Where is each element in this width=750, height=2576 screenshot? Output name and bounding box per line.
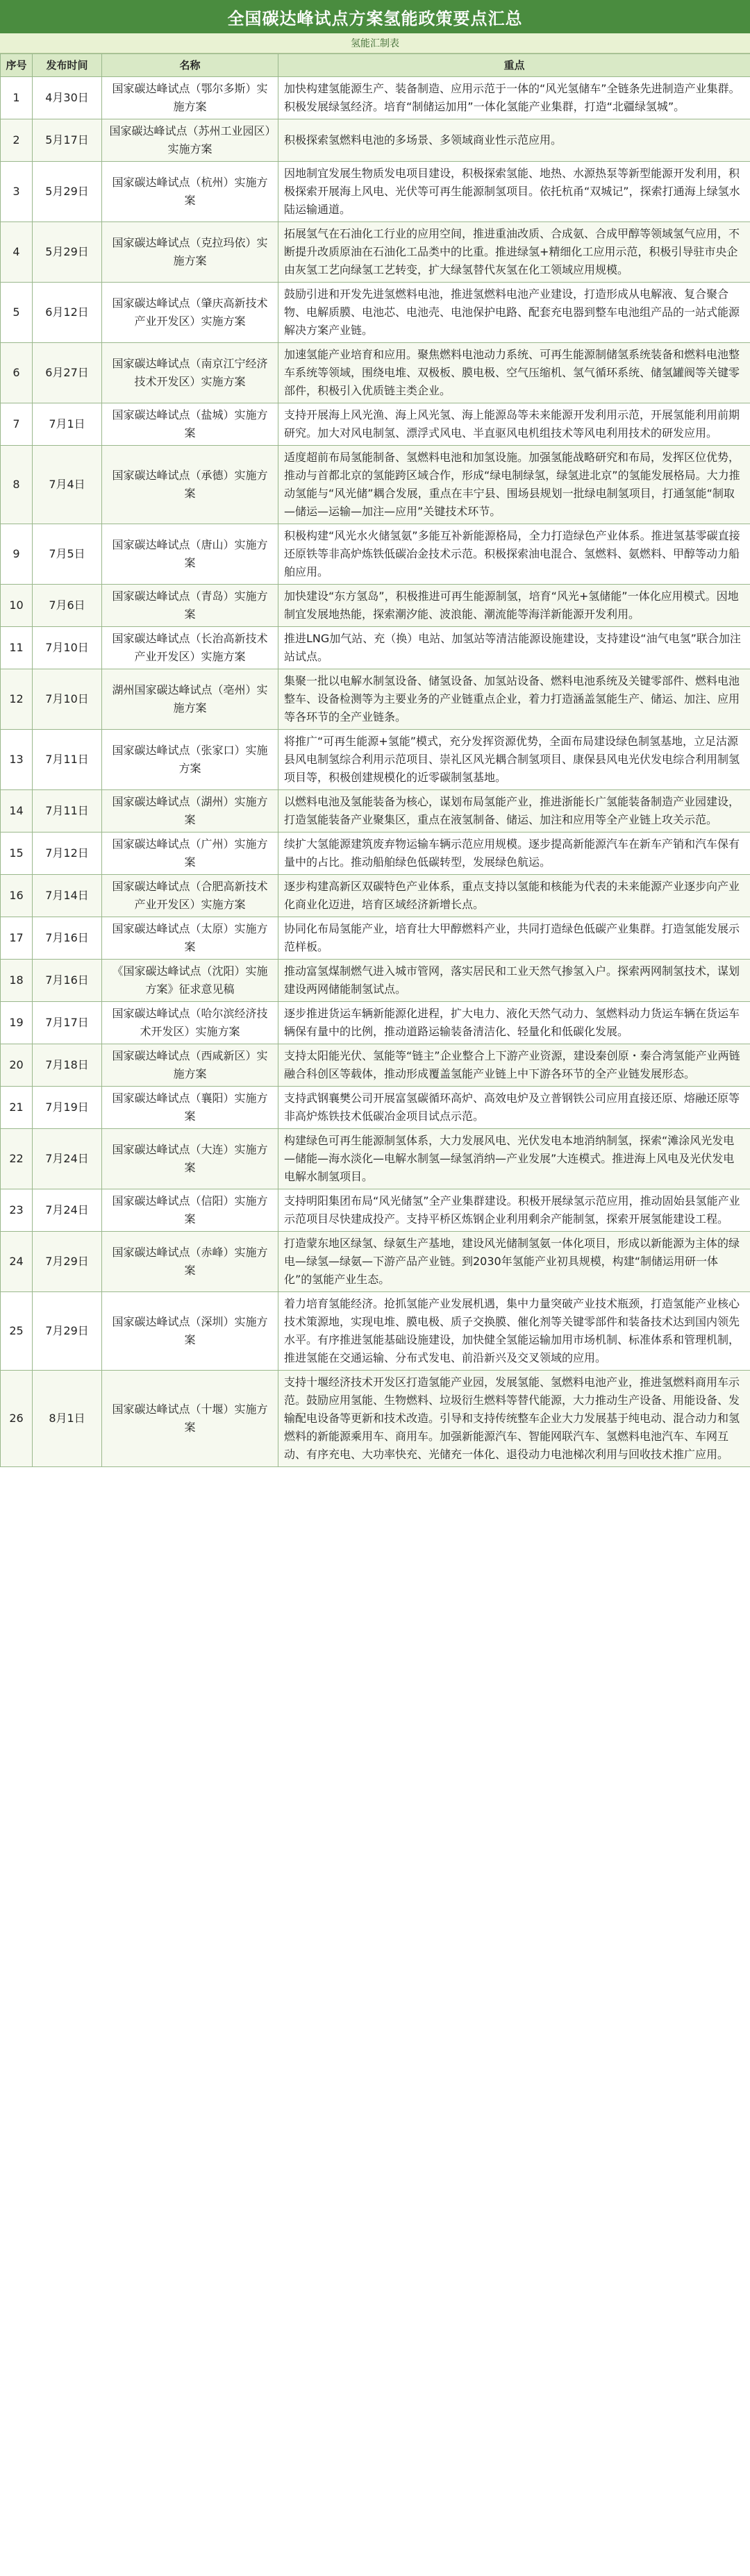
header-date: 发布时间 <box>33 54 102 77</box>
table-row <box>1 1129 750 1189</box>
cell-name: 国家碳达峰试点（西咸新区）实施方案 <box>102 1044 278 1087</box>
cell-index: 12 <box>1 669 33 730</box>
cell-key-points: 支持武钢襄樊公司开展富氢碳循环高炉、高效电炉及立普钢铁公司应用直接还原、熔融还原等非高炉炼铁技术低碳冶金项目试点示范。 <box>278 1087 750 1129</box>
cell-index: 23 <box>1 1189 33 1232</box>
cell-name: 国家碳达峰试点（杭州）实施方案 <box>102 162 278 222</box>
cell-date: 8月1日 <box>33 1371 102 1467</box>
cell-name: 国家碳达峰试点（南京江宁经济技术开发区）实施方案 <box>102 343 278 403</box>
table-row <box>1 917 750 960</box>
cell-name: 国家碳达峰试点（深圳）实施方案 <box>102 1292 278 1371</box>
cell-index: 22 <box>1 1129 33 1189</box>
table-row <box>1 790 750 833</box>
header-index: 序号 <box>1 54 33 77</box>
cell-date: 7月29日 <box>33 1232 102 1292</box>
cell-name: 国家碳达峰试点（克拉玛依）实施方案 <box>102 222 278 283</box>
cell-name: 国家碳达峰试点（十堰）实施方案 <box>102 1371 278 1467</box>
cell-index: 7 <box>1 403 33 446</box>
cell-name: 国家碳达峰试点（苏州工业园区）实施方案 <box>102 119 278 162</box>
cell-index: 8 <box>1 446 33 524</box>
cell-date: 7月11日 <box>33 730 102 790</box>
cell-key-points: 打造蒙东地区绿氢、绿氨生产基地，建设风光储制氢氨一体化项目，形成以新能源为主体的绿电—绿氢—绿氨—下游产品产业链。到2030年氢能产业初具规模，构建“制储运用研一体化”的氢能产业生态。 <box>278 1232 750 1292</box>
header-key-points: 重点 <box>278 54 750 77</box>
cell-date: 7月12日 <box>33 833 102 875</box>
cell-key-points: 支持明阳集团布局“风光储氢”全产业集群建设。积极开展绿氢示范应用，推动固始县氢能产业示范项目尽快建成投产。支持平桥区炼钢企业利用剩余产能制氢，探索开展氢能建设工程。 <box>278 1189 750 1232</box>
cell-date: 5月17日 <box>33 119 102 162</box>
cell-index: 10 <box>1 585 33 627</box>
cell-key-points: 着力培育氢能经济。抢抓氢能产业发展机遇，集中力量突破产业技术瓶颈，打造氢能产业核心技术策源地，实现电堆、膜电极、质子交换膜、催化剂等关键零部件和装备技术达到国内领先水平。有序推进氢能基础设施建设，加快健全氢能运输加用市场机制、标准体系和管理机制，推进氢能在交通运输、分布式发电、前沿新兴及交叉领域的应用。 <box>278 1292 750 1371</box>
cell-date: 7月17日 <box>33 1002 102 1044</box>
cell-key-points: 支持开展海上风光渔、海上风光氢、海上能源岛等未来能源开发利用示范，开展氢能利用前期研究。加大对风电制氢、漂浮式风电、半直驱风电机组技术等风电利用技术的研发应用。 <box>278 403 750 446</box>
cell-index: 18 <box>1 960 33 1002</box>
cell-key-points: 推动富氢煤制燃气进入城市管网，落实居民和工业天然气掺氢入户。探索两网制氢技术，谋划建设两网储能制氢试点。 <box>278 960 750 1002</box>
cell-name: 国家碳达峰试点（赤峰）实施方案 <box>102 1232 278 1292</box>
cell-date: 7月16日 <box>33 960 102 1002</box>
cell-key-points: 适度超前布局氢能制备、氢燃料电池和加氢设施。加强氢能战略研究和布局，发挥区位优势，推动与首都北京的氢能跨区域合作，形成“绿电制绿氢，绿氢进北京”的氢能发展格局。大力推动氢能与“风光储”耦合发展，重点在丰宁县、围场县规划一批绿电制氢项目，打通氢能“制取—储运—运输—加注—应用”关键技术环节。 <box>278 446 750 524</box>
cell-date: 7月5日 <box>33 524 102 585</box>
cell-index: 14 <box>1 790 33 833</box>
cell-key-points: 鼓励引进和开发先进氢燃料电池，推进氢燃料电池产业建设，打造形成从电解液、复合聚合物、电解质膜、电池芯、电池壳、电池保护电路、配套充电器到整车电池组产品的一站式能源解决方案产业链。 <box>278 283 750 343</box>
cell-date: 7月4日 <box>33 446 102 524</box>
cell-key-points: 积极探索氢燃料电池的多场景、多领域商业性示范应用。 <box>278 119 750 162</box>
cell-index: 3 <box>1 162 33 222</box>
cell-date: 7月18日 <box>33 1044 102 1087</box>
cell-name: 国家碳达峰试点（青岛）实施方案 <box>102 585 278 627</box>
table-row <box>1 1371 750 1467</box>
table-row <box>1 627 750 669</box>
cell-index: 25 <box>1 1292 33 1371</box>
cell-name: 国家碳达峰试点（湖州）实施方案 <box>102 790 278 833</box>
cell-key-points: 构建绿色可再生能源制氢体系，大力发展风电、光伏发电本地消纳制氢，探索“滩涂风光发电—储能—海水淡化—电解水制氢—绿氢消纳—产业发展”大连模式。推进海上风电及光伏发电电解水制氢项目。 <box>278 1129 750 1189</box>
cell-key-points: 加快建设“东方氢岛”，积极推进可再生能源制氢，培育“风光+氢储能”一体化应用模式。因地制宜发展地热能，探索潮汐能、波浪能、潮流能等海洋新能源开发利用。 <box>278 585 750 627</box>
table-row <box>1 403 750 446</box>
table-row <box>1 162 750 222</box>
cell-date: 7月10日 <box>33 627 102 669</box>
cell-date: 4月30日 <box>33 77 102 119</box>
cell-index: 26 <box>1 1371 33 1467</box>
cell-date: 7月19日 <box>33 1087 102 1129</box>
cell-date: 6月27日 <box>33 343 102 403</box>
cell-date: 7月24日 <box>33 1129 102 1189</box>
cell-name: 国家碳达峰试点（合肥高新技术产业开发区）实施方案 <box>102 875 278 917</box>
policy-table <box>0 53 750 1467</box>
cell-name: 国家碳达峰试点（哈尔滨经济技术开发区）实施方案 <box>102 1002 278 1044</box>
cell-date: 6月12日 <box>33 283 102 343</box>
cell-index: 9 <box>1 524 33 585</box>
table-row <box>1 1087 750 1129</box>
table-row <box>1 875 750 917</box>
cell-index: 2 <box>1 119 33 162</box>
table-row <box>1 730 750 790</box>
cell-name: 国家碳达峰试点（盐城）实施方案 <box>102 403 278 446</box>
cell-key-points: 集聚一批以电解水制氢设备、储氢设备、加氢站设备、燃料电池系统及关键零部件、燃料电池整车、设备检测等为主要业务的产业链重点企业，着力打造涵盖氢能生产、储运、加注、应用等各环节的全产业链条。 <box>278 669 750 730</box>
table-row <box>1 524 750 585</box>
cell-index: 6 <box>1 343 33 403</box>
cell-key-points: 因地制宜发展生物质发电项目建设，积极探索氢能、地热、水源热泵等新型能源开发利用，积极探索开展海上风电、光伏等可再生能源制氢项目。依托杭甬“双城记”，探索打通海上绿氢水陆运输通道。 <box>278 162 750 222</box>
cell-index: 16 <box>1 875 33 917</box>
cell-name: 国家碳达峰试点（鄂尔多斯）实施方案 <box>102 77 278 119</box>
header-name: 名称 <box>102 54 278 77</box>
cell-key-points: 加速氢能产业培育和应用。聚焦燃料电池动力系统、可再生能源制储氢系统装备和燃料电池整车系统等领域，围绕电堆、双极板、膜电极、空气压缩机、氢气循环系统、储氢罐阀等关键零部件，积极引入优质链主类企业。 <box>278 343 750 403</box>
cell-index: 17 <box>1 917 33 960</box>
table-row <box>1 283 750 343</box>
cell-key-points: 逐步推进货运车辆新能源化进程，扩大电力、液化天然气动力、氢燃料动力货运车辆在货运车辆保有量中的比例，推动道路运输装备清洁化、轻量化和低碳化发展。 <box>278 1002 750 1044</box>
sheet-title: 全国碳达峰试点方案氢能政策要点汇总 <box>0 0 750 33</box>
cell-key-points: 积极构建“风光水火储氢氨”多能互补新能源格局，全力打造绿色产业体系。推进氢基零碳直接还原铁等非高炉炼铁低碳冶金技术示范。积极探索油电混合、氢燃料、氨燃料、甲醇等动力船舶应用。 <box>278 524 750 585</box>
cell-index: 15 <box>1 833 33 875</box>
table-row <box>1 77 750 119</box>
table-row <box>1 119 750 162</box>
table-row <box>1 833 750 875</box>
cell-name: 国家碳达峰试点（襄阳）实施方案 <box>102 1087 278 1129</box>
cell-index: 21 <box>1 1087 33 1129</box>
cell-name: 国家碳达峰试点（大连）实施方案 <box>102 1129 278 1189</box>
cell-date: 7月16日 <box>33 917 102 960</box>
cell-date: 5月29日 <box>33 222 102 283</box>
sheet-subtitle: 氢能汇制表 <box>0 33 750 53</box>
table-row <box>1 585 750 627</box>
cell-name: 国家碳达峰试点（长治高新技术产业开发区）实施方案 <box>102 627 278 669</box>
cell-key-points: 续扩大氢能源建筑废弃物运输车辆示范应用规模。逐步提高新能源汽车在新车产销和汽车保有量中的占比。推动船舶绿色低碳转型，发展绿色航运。 <box>278 833 750 875</box>
table-row <box>1 1044 750 1087</box>
cell-index: 1 <box>1 77 33 119</box>
cell-index: 13 <box>1 730 33 790</box>
table-row <box>1 222 750 283</box>
table-row <box>1 669 750 730</box>
cell-key-points: 推进LNG加气站、充（换）电站、加氢站等清洁能源设施建设，支持建设“油气电氢”联合加注站试点。 <box>278 627 750 669</box>
cell-key-points: 支持十堰经济技术开发区打造氢能产业园，发展氢能、氢燃料电池产业，推进氢燃料商用车示范。鼓励应用氢能、生物燃料、垃圾衍生燃料等替代能源，大力推动生产设备、用能设备、发输配电设备等更新和技术改造。引导和支持传统整车企业大力发展基于纯电动、混合动力和氢燃料的新能源乘用车、商用车。加强新能源汽车、智能网联汽车、氢燃料电池汽车、车网互动、有序充电、大功率快充、光储充一体化、退役动力电池梯次利用与回收技术推广应用。 <box>278 1371 750 1467</box>
cell-key-points: 协同化布局氢能产业，培育壮大甲醇燃料产业，共同打造绿色低碳产业集群。打造氢能发展示范样板。 <box>278 917 750 960</box>
cell-date: 7月11日 <box>33 790 102 833</box>
cell-key-points: 以燃料电池及氢能装备为核心，谋划布局氢能产业，推进浙能长广氢能装备制造产业园建设，打造氢能装备产业聚集区，重点在液氢制备、储运、加注和应用等全产业链上攻关示范。 <box>278 790 750 833</box>
table-row <box>1 1232 750 1292</box>
table-row <box>1 960 750 1002</box>
cell-date: 5月29日 <box>33 162 102 222</box>
cell-date: 7月10日 <box>33 669 102 730</box>
cell-index: 20 <box>1 1044 33 1087</box>
cell-date: 7月6日 <box>33 585 102 627</box>
cell-name: 国家碳达峰试点（太原）实施方案 <box>102 917 278 960</box>
table-row <box>1 343 750 403</box>
cell-key-points: 支持太阳能光伏、氢能等“链主”企业整合上下游产业资源，建设秦创原・秦合湾氢能产业两链融合科创区等载体，推动形成覆盖氢能产业链上中下游各环节的全产业链发展形态。 <box>278 1044 750 1087</box>
cell-date: 7月29日 <box>33 1292 102 1371</box>
cell-name: 国家碳达峰试点（承德）实施方案 <box>102 446 278 524</box>
cell-key-points: 拓展氢气在石油化工行业的应用空间，推进重油改质、合成氨、合成甲醇等领域氢气应用，不断提升改质原油在石油化工品类中的比重。推进绿氢+精细化工应用示范，积极引导驻市央企由灰氢工艺向绿氢工艺转变，扩大绿氢替代灰氢在化工领域应用规模。 <box>278 222 750 283</box>
table-header <box>1 54 750 77</box>
cell-index: 11 <box>1 627 33 669</box>
cell-index: 5 <box>1 283 33 343</box>
cell-index: 19 <box>1 1002 33 1044</box>
cell-index: 24 <box>1 1232 33 1292</box>
cell-key-points: 加快构建氢能源生产、装备制造、应用示范于一体的“风光氢储车”全链条先进制造产业集群。积极发展绿氢经济。培育“制储运加用”一体化氢能产业集群，打造“北疆绿氢城”。 <box>278 77 750 119</box>
cell-index: 4 <box>1 222 33 283</box>
cell-name: 国家碳达峰试点（肇庆高新技术产业开发区）实施方案 <box>102 283 278 343</box>
cell-name: 国家碳达峰试点（广州）实施方案 <box>102 833 278 875</box>
cell-date: 7月1日 <box>33 403 102 446</box>
table-row <box>1 446 750 524</box>
cell-name: 湖州国家碳达峰试点（亳州）实施方案 <box>102 669 278 730</box>
table-row <box>1 1189 750 1232</box>
cell-key-points: 逐步构建高新区双碳特色产业体系，重点支持以氢能和核能为代表的未来能源产业逐步向产业化商业化迈进，培育区域经济新增长点。 <box>278 875 750 917</box>
cell-date: 7月14日 <box>33 875 102 917</box>
cell-name: 国家碳达峰试点（张家口）实施方案 <box>102 730 278 790</box>
cell-key-points: 将推广“可再生能源+氢能”模式，充分发挥资源优势，全面布局建设绿色制氢基地，立足沽源县风电制氢综合利用示范项目、崇礼区风光耦合制氢项目、康保县风电光伏发电综合利用制氢项目等，积极创建规模化的近零碳制氢基地。 <box>278 730 750 790</box>
cell-name: 国家碳达峰试点（唐山）实施方案 <box>102 524 278 585</box>
table-body <box>1 77 750 1467</box>
cell-name: 国家碳达峰试点（信阳）实施方案 <box>102 1189 278 1232</box>
table-row <box>1 1002 750 1044</box>
table-row <box>1 1292 750 1371</box>
cell-date: 7月24日 <box>33 1189 102 1232</box>
cell-name: 《国家碳达峰试点（沈阳）实施方案》征求意见稿 <box>102 960 278 1002</box>
